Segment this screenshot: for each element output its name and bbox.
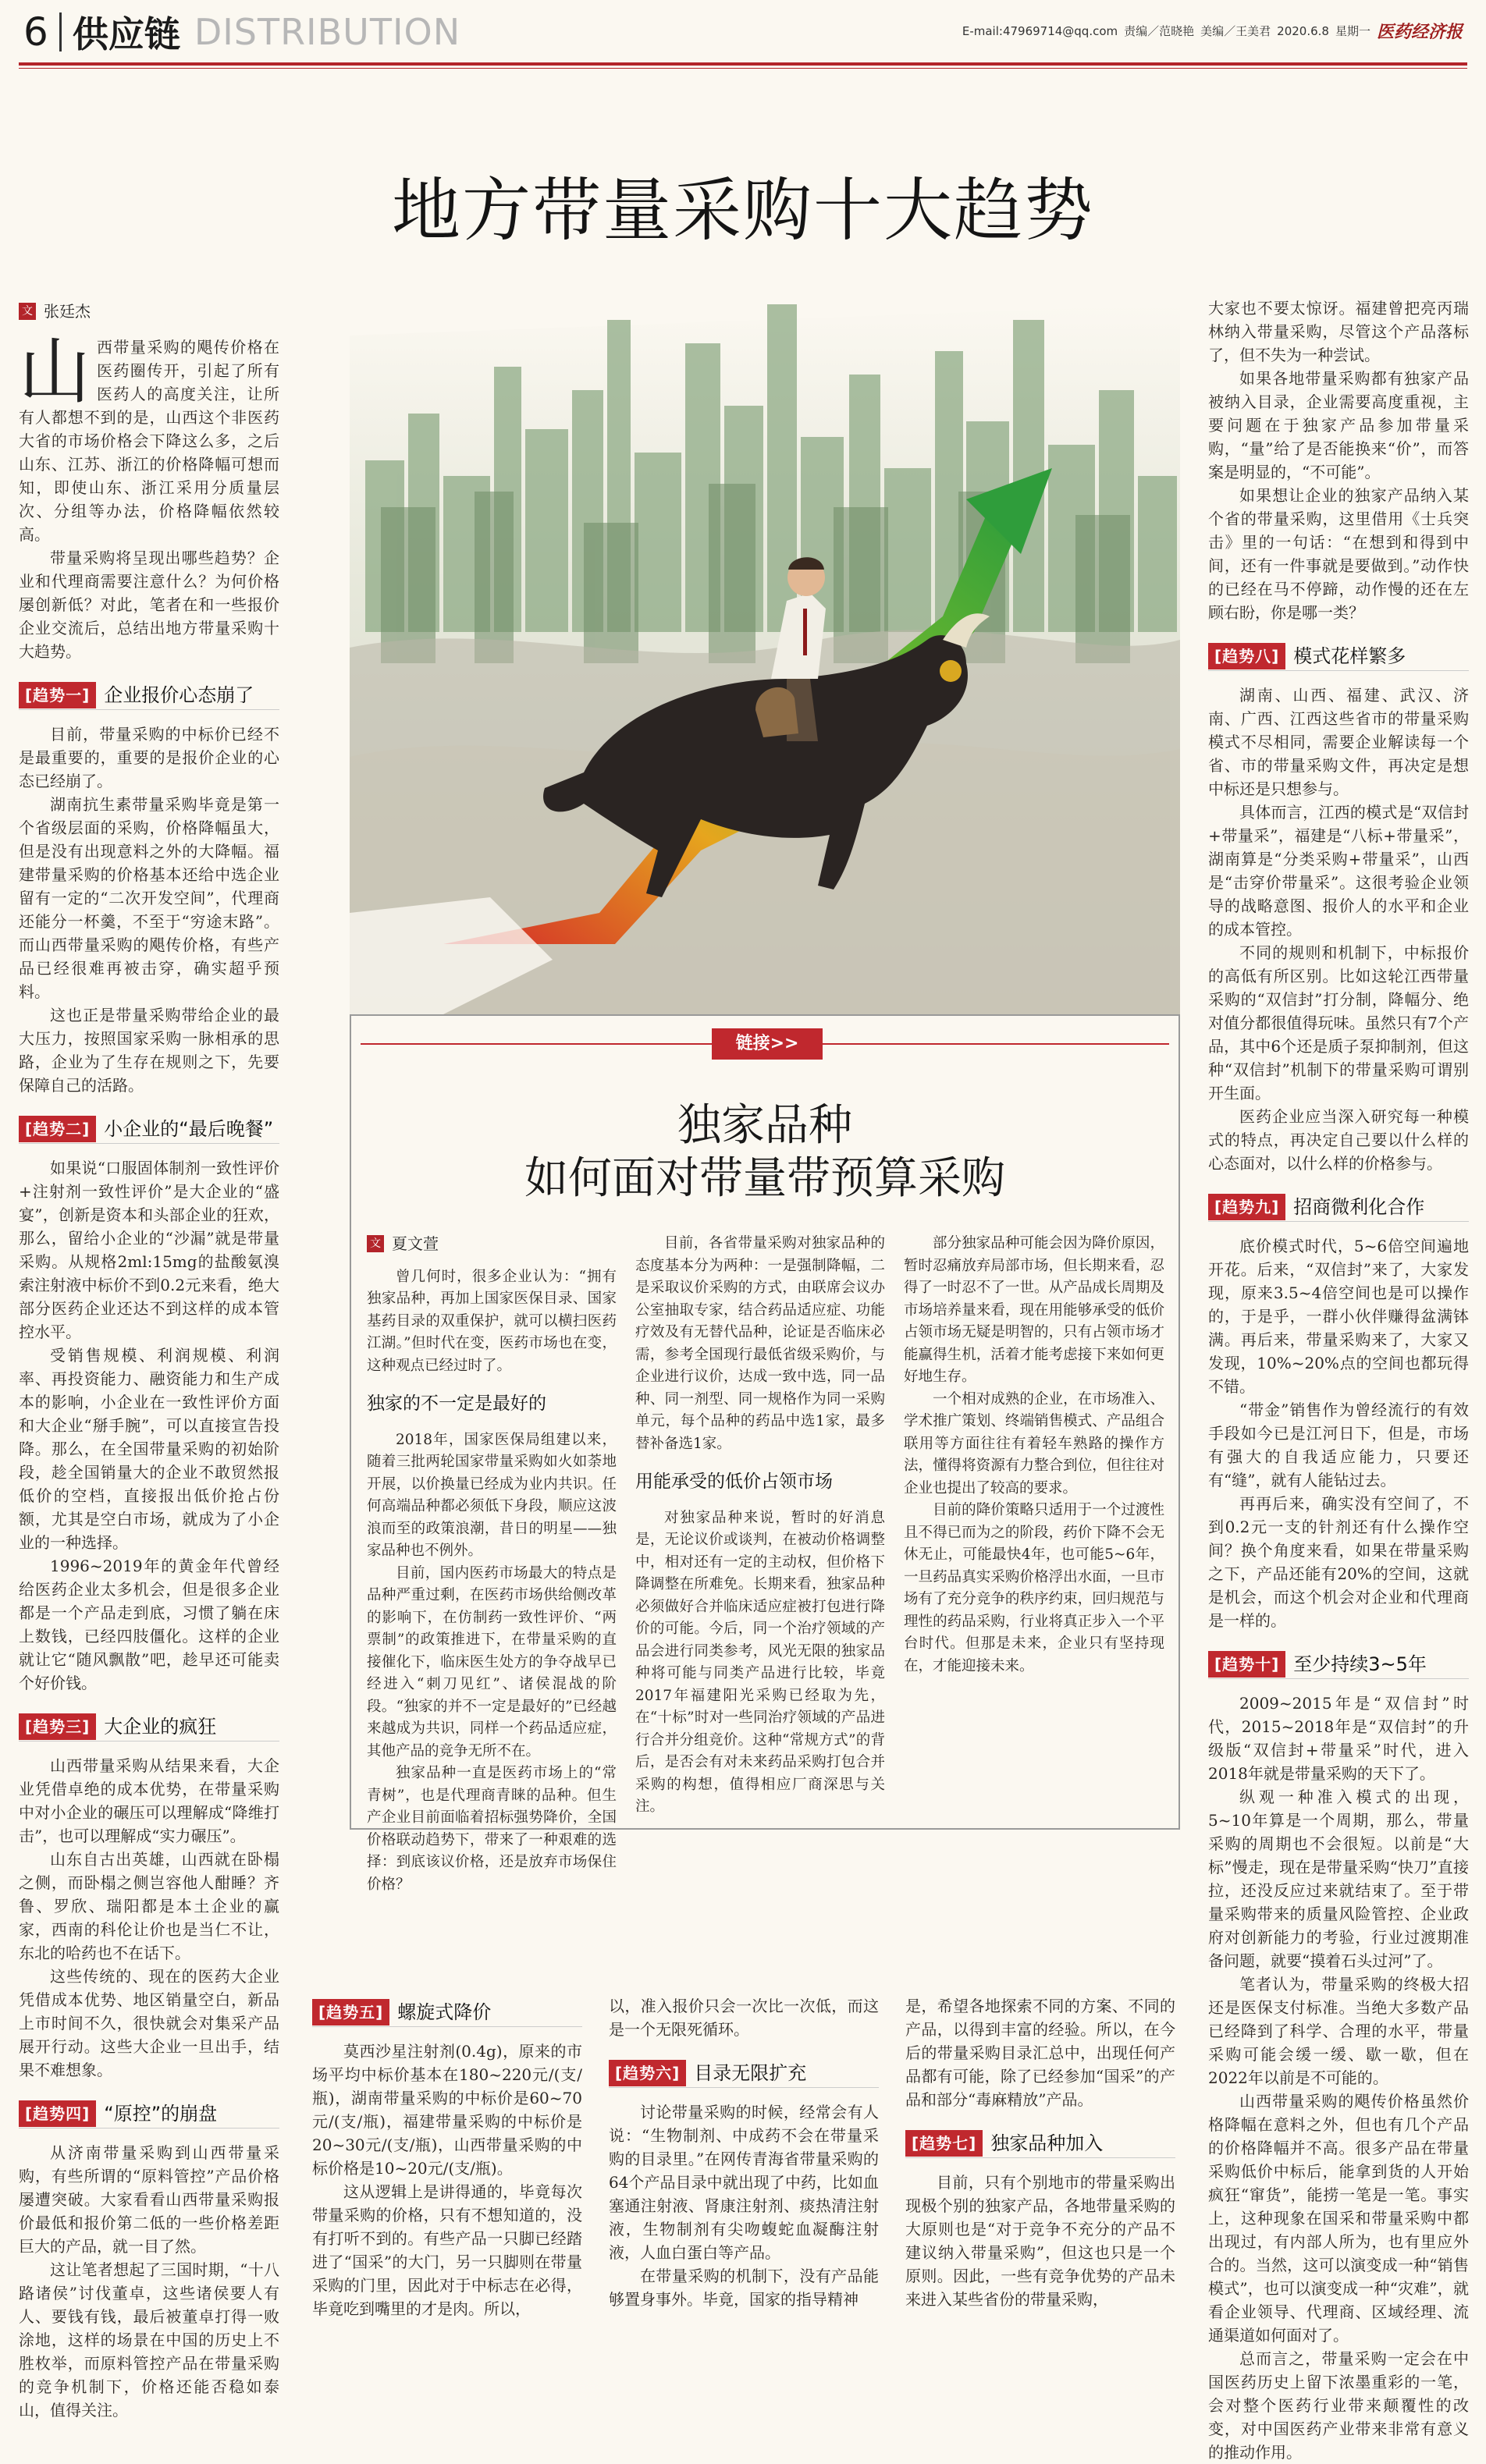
sidebar-paragraph: 部分独家品种可能会因为降价原因，暂时忍痛放弃局部市场，但长期来看，忍得了一时忍不了一世。从产品成长周期及市场培养量来看，现在用能够承受的低价占领市场无疑是明智的，只有占领市场才能赢得生机，活着才能考虑接下来如何更好地生存。 [904, 1235, 1164, 1385]
header-rule [19, 62, 1467, 66]
sidebar-paragraph: 对独家品种来说，暂时的好消息是，无论议价或谈判，在被动价格调整中，相对还有一定的主动权，但价格下降调整在所难免。长期来看，独家品种必须做好合并临床适应症被打包进行降价的可能。今后，同一个治疗领域的产品会进行同类参考，风光无限的独家品种将可能与同类产品进行比较，毕竟2017年福建阳光采购已经取为先，在“十标”时对一些同治疗领域的产品进行合并分组竞价。这种“常规方式”的背后，是否会有对未来药品采购打包合并采购的构想，值得相应厂商深思与关注。 [635, 1509, 885, 1815]
sidebar-title-line1: 独家品种 [677, 1100, 852, 1151]
trend4-tag: [趋势四] [19, 2100, 96, 2127]
trend5-paragraph: 这从逻辑上是讲得通的，毕竟每次带量采购的价格，只有不想知道的，没有打听不到的。有些产品一只脚已经踏进了“国采”的大门，另一只脚则在带量采购的门里，因此对于中标志在必得，毕竟吃到嘴里的才是肉。所以， [312, 2182, 582, 2318]
dropcap: 山 [19, 330, 91, 414]
editor-email: E-mail:47969714@qq.com [962, 23, 1118, 38]
trend4-paragraph: 这让笔者想起了三国时期，“十八路诸侯”讨伐董卓，这些诸侯要人有人、要钱有钱，最后被董卓打得一败涂地，这样的场景在中国的历史上不胜枚举，而原料管控产品在带量采购的竞争机制下，价格还能否稳如泰山，值得关注。 [19, 2260, 279, 2420]
trend7-tag: [趋势七] [905, 2130, 983, 2157]
trend2-paragraph: 1996~2019年的黄金年代曾经给医药企业太多机会，但是很多企业都是一个产品走到底，习惯了躺在床上数钱，已经四肢僵化。这样的企业就让它“随风飘散”吧，趁早还可能卖个好价钱。 [19, 1557, 279, 1692]
trend10-paragraph: 2009~2015年是“双信封”时代，2015~2018年是“双信封”的升级版“双信封+带量采”时代，进入2018年就是带量采购的天下了。 [1208, 1694, 1469, 1783]
page-number: 6 [23, 9, 48, 55]
trend10-paragraph: 山西带量采购的飓传价格虽然价格降幅在意料之外，但也有几个产品的价格降幅并不高。很多产品在带量采购低价中标后，能拿到货的人开始疯狂“窜货”，能捞一笔是一笔。事实上，这种现象在国采和带量采购中都出现过，有内部人所为，也有里应外合的。当然，这可以演变成一种“销售模式”，也可以演变成一种“灾难”，就看企业领导、代理商、区域经理、流通渠道如何面对了。 [1208, 2092, 1469, 2345]
trend8-paragraph: 具体而言，江西的模式是“双信封+带量采”，福建是“八标+带量采”，湖南算是“分类采购+带量采”，山西是“击穿价带量采”。这很考验企业领导的战略意图、报价人的水平和企业的成本管控。 [1208, 803, 1469, 939]
trend6-heading [609, 2058, 879, 2088]
trend3-heading [19, 1712, 279, 1741]
trend2-paragraph: 如果说“口服固体制剂一致性评价+注射剂一致性评价”是大企业的“盛宴”，创新是资本和头部企业的狂欢，那么，留给小企业的“沙漏”就是带量采购。从规格2ml:15mg的盐酸氨溴索注射液中标价不到0.2元来看，绝大部分医药企业还达不到这样的成本管控水平。 [19, 1159, 279, 1341]
trend1-title: 企业报价心态崩了 [104, 683, 254, 706]
trend10-title: 至少持续3~5年 [1293, 1653, 1427, 1675]
section-title: 供应链 [72, 13, 180, 55]
trend5-paragraph: 莫西沙星注射剂(0.4g)，原来的市场平均中标价基本在180~220元/(支/瓶)，湖南带量采购的中标价是60~70元/(支/瓶)，福建带量采购的中标价是20~30元/(支/瓶)，山西带量采购的中标价格是10~20元/(支/瓶)。 [312, 2042, 582, 2178]
trend1-paragraph: 这也正是带量采购带给企业的最大压力，按照国家采购一脉相承的思路，企业为了生存在规则之下，先要保障自己的活路。 [19, 1006, 279, 1095]
sidebar-column-3 [904, 1233, 1164, 1818]
trend6-lead: 以，准入报价只会一次比一次低，而这是一个无限死循环。 [609, 1997, 879, 2039]
trend6-paragraph: 讨论带量采购的时候，经常会有人说：“生物制剂、中成药不会在带量采购的目录里。”在网传青海省带量采购的64个产品目录中就出现了中药，比如血塞通注射液、肾康注射剂、痰热清注射液，生物制剂有尖吻蝮蛇血凝酶注射液，人血白蛋白等产品。 [609, 2103, 879, 2262]
masthead-logo: 医药经济报 [1376, 22, 1463, 42]
trend4-title: “原控”的崩盘 [104, 2102, 218, 2125]
article-column-4 [905, 1994, 1175, 2341]
article-column-3 [609, 1994, 879, 2341]
sidebar-paragraph: 目前，国内医药市场最大的特点是品种严重过剩，在医药市场供给侧改革的影响下，在仿制药一致性评价、“两票制”的政策推进下，在带量采购的直接催化下，临床医生处方的争夺战早已经进入“刺刀见红”、诸侯混战的阶段。“独家的并不一定是最好的”已经越来越成为共识，同样一个药品适应症，其他产品的竞争无所不在。 [367, 1564, 617, 1759]
trend9-heading [1208, 1192, 1469, 1222]
sidebar-paragraph: 目前的降价策略只适用于一个过渡性且不得已而为之的阶段，药价下降不会无休无止，可能最快4年，也可能5~6年，一旦药品真实采购价格浮出水面，一旦市场有了充分竞争的秩序约束，回归规范与理性的药品采购，行业将真正步入一个平台时代。但那是未来，企业只有坚持现在，才能迎接未来。 [904, 1502, 1164, 1674]
trend3-paragraph: 山东自古出英雄，山西就在卧榻之侧，而卧榻之侧岂容他人酣睡？齐鲁、罗欣、瑞阳都是本土企业的赢家，西南的科伦让价也是当仁不让，东北的哈药也不在话下。 [19, 1850, 279, 1962]
sidebar-subheading: 独家的不一定是最好的 [367, 1394, 546, 1414]
sidebar-column-2 [635, 1233, 885, 1818]
sidebar-author: 夏文萱 [392, 1234, 439, 1253]
sidebar-paragraph: 2018年，国家医保局组建以来，随着三批两轮国家带量采购如火如荼地开展，以价换量已经成为业内共识。任何高端品种都必须低下身段，顺应这波浪而至的政策浪潮，昔日的明星——独家品种也不例外。 [367, 1431, 617, 1559]
trend9-tag: [趋势九] [1208, 1194, 1285, 1220]
trend5-heading [312, 1997, 582, 2027]
sidebar-byline-tag: 文 [367, 1235, 384, 1252]
article-intro [19, 330, 279, 546]
sidebar-paragraph: 独家品种一直是医药市场上的“常青树”，也是代理商青睐的品种。但生产企业目前面临着招标强势降价，全国价格联动趋势下，带来了一种艰难的选择：到底该议价格，还是放弃市场保住价格？ [367, 1765, 617, 1893]
trend7-title: 独家品种加入 [990, 2132, 1104, 2154]
trend5-tag: [趋势五] [312, 1999, 389, 2026]
sidebar-tag: 链接>> [712, 1028, 823, 1060]
trend5-title: 螺旋式降价 [397, 2001, 492, 2023]
sidebar-paragraph: 一个相对成熟的企业，在市场准入、学术推广策划、终端销售模式、产品组合联用等方面往往有着轻车熟路的操作方法，懂得将资源有力整合到位，但往往对企业也提出了较高的要求。 [904, 1390, 1164, 1497]
article-column-5 [1208, 296, 1469, 2462]
trend8-title: 模式花样繁多 [1293, 644, 1406, 667]
trend1-paragraph: 目前，带量采购的中标价已经不是最重要的，重要的是报价企业的心态已经崩了。 [19, 725, 279, 790]
trend10-tag: [趋势十] [1208, 1651, 1285, 1678]
trend3-paragraph: 山西带量采购从结果来看，大企业凭借卓绝的成本优势，在带量采购中对小企业的碾压可以理解成“降维打击”，也可以理解成“实力碾压”。 [19, 1756, 279, 1845]
sidebar-paragraph: 曾几何时，很多企业认为：“拥有独家品种，再加上国家医保目录、国家基药目录的双重保护，就可以横扫医药江湖。”但时代在变，医药市场也在变，这种观点已经过时了。 [367, 1268, 617, 1374]
page-header-left [23, 6, 460, 58]
editor-credit: 责编／范晓艳 [1124, 24, 1195, 38]
issue-date: 2020.6.8 [1277, 23, 1329, 38]
right-paragraph: 如果各地带量采购都有独家产品被纳入目录，企业需要高度重视，主要问题在于独家产品参加带量采购，“量”给了是否能换来“价”，而答案是明显的，“不可能”。 [1208, 369, 1469, 481]
trend8-paragraph: 湖南、山西、福建、武汉、济南、广西、江西这些省市的带量采购模式不尽相同，需要企业解读每一个省、市的带量采购文件，再决定是想中标还是只想参与。 [1208, 686, 1469, 798]
trend8-paragraph: 医药企业应当深入研究每一种模式的特点，再决定自己要以什么样的心态面对，以什么样的价格参与。 [1208, 1107, 1469, 1173]
article-column-1 [19, 300, 279, 2420]
trend4-heading [19, 2099, 279, 2128]
trend6-paragraph: 在带量采购的机制下，没有产品能够置身事外。毕竟，国家的指导精神 [609, 2267, 879, 2309]
intro-paragraph: 西带量采购的飓传价格在医药圈传开，引起了所有医药人的高度关注，让所有人都想不到的是，山西这个非医药大省的市场价格会下降这么多，之后山东、江苏、浙江的价格降幅可想而知，即使山东、浙江采用分质量层次、分组等办法，价格降幅依然较高。 [19, 338, 279, 544]
byline-tag: 文 [19, 303, 36, 320]
trend1-tag: [趋势一] [19, 682, 96, 708]
trend6-tag: [趋势六] [609, 2060, 686, 2086]
trend1-heading [19, 680, 279, 710]
trend8-paragraph: 不同的规则和机制下，中标报价的高低有所区别。比如这轮江西带量采购的“双信封”打分制，降幅分、绝对值分都很值得玩味。虽然只有7个产品，其中6个还是质子泵抑制剂，但这种“双信封”机制下的带量采购可谓别开生面。 [1208, 943, 1469, 1102]
trend3-tag: [趋势三] [19, 1713, 96, 1740]
article-byline [19, 300, 279, 323]
trend10-paragraph: 笔者认为，带量采购的终极大招还是医保支付标准。当绝大多数产品已经降到了科学、合理的水平，带量采购可能会缓一缓、歇一歇，但在2022年以前是不可能的。 [1208, 1975, 1469, 2087]
trend8-tag: [趋势八] [1208, 643, 1285, 669]
trend2-title: 小企业的“最后晚餐” [104, 1117, 274, 1140]
sidebar-subheading: 用能承受的低价占领市场 [635, 1472, 833, 1492]
trend10-heading [1208, 1649, 1469, 1679]
trend8-heading [1208, 641, 1469, 671]
trend3-paragraph: 这些传统的、现在的医药大企业凭借成本优势、地区销量空白，新品上市时间不久，很快就会对集采产品展开行动。这些大企业一旦出手，结果不难想象。 [19, 1967, 279, 2079]
trend10-paragraph: 纵观一种准入模式的出现，5~10年算是一个周期，那么，带量采购的周期也不会很短。以前是“大标”慢走，现在是带量采购“快刀”直接拉，还没反应过来就结束了。至于带量采购带来的质量风险管控、企业政府对创新能力的考验，行业过渡期准备问题，就要“摸着石头过河”了。 [1208, 1788, 1469, 1970]
illustration [350, 273, 1180, 1014]
trend9-paragraph: 底价模式时代，5~6倍空间遍地开花。后来，“双信封”来了，大家发现，原来3.5~4倍空间也是可以操作的，于是乎，一群小伙伴赚得盆满钵满。再后来，带量采购来了，大家又发现，10%~20%点的空间也都玩得不错。 [1208, 1237, 1469, 1396]
trend1-paragraph: 湖南抗生素带量采购毕竟是第一个省级层面的采购，价格降幅虽大，但是没有出现意料之外的大降幅。福建带量采购的价格基本还给中选企业留有一定的“二次开发空间”，代理商还能分一杯羹，不至于“穷途末路”。而山西带量采购的飓传价格，有些产品已经很难再被击穿，确实超乎预料。 [19, 795, 279, 1001]
trend6-title: 目录无限扩充 [694, 2061, 807, 2084]
designer-credit: 美编／王美君 [1200, 24, 1271, 38]
intro-paragraph-2: 带量采购将呈现出哪些趋势？企业和代理商需要注意什么？为何价格屡创新低？对此，笔者在和一些报价企业交流后，总结出地方带量采购十大趋势。 [19, 549, 279, 661]
sidebar-column-1 [367, 1233, 617, 1893]
right-paragraph: 如果想让企业的独家产品纳入某个省的带量采购，这里借用《士兵突击》里的一句话：“在想到和得到中间，还有一件事就是要做到。”动作快的已经在马不停蹄，动作慢的还在左顾右盼，你是哪一类？ [1208, 486, 1469, 622]
article-title: 地方带量采购十大趋势 [391, 170, 1094, 250]
section-title-en: DISTRIBUTION [194, 11, 461, 53]
trend7-heading [905, 2128, 1175, 2158]
trend2-tag: [趋势二] [19, 1116, 96, 1142]
header-divider [59, 12, 62, 51]
trend2-heading [19, 1114, 279, 1144]
page-header-right [956, 19, 1463, 43]
trend2-paragraph: 受销售规模、利润规模、利润率、再投资能力、融资能力和生产成本的影响，小企业在一致性评价方面和大企业“掰手腕”，可以直接宣告投降。那么，在全国带量采购的初始阶段，趁全国销量大的企业不敢贸然报低价的空档，直接报出低价抢占份额，尤其是空白市场，就成为了小企业的一种选择。 [19, 1346, 279, 1552]
sidebar-title-line2: 如何面对带量带预算采购 [524, 1153, 1005, 1204]
sidebar-paragraph: 目前，各省带量采购对独家品种的态度基本分为两种：一是强制降幅，二是采取议价采购的方式，由联席会议办公室抽取专家，结合药品适应症、功能疗效及有无替代品种，论证是否临床必需，参考全国现行最低省级采购价，与企业进行议价，达成一致中选，同一品种、同一剂型、同一规格作为同一采购单元，每个品种的药品中选1家，最多替补备选1家。 [635, 1235, 885, 1452]
trend9-paragraph: “带金”销售作为曾经流行的有效手段如今已是江河日下，但是，市场有强大的自我适应能力，只要还有“缝”，就有人能钻过去。 [1208, 1401, 1469, 1489]
header-rule-thin [19, 68, 1467, 69]
trend9-paragraph: 再再后来，确实没有空间了，不到0.2元一支的针剂还有什么操作空间？换个角度来看，如果在带量采购之下，产品还能有20%的空间，这就是机会，而这个机会对企业和代理商是一样的。 [1208, 1494, 1469, 1630]
sidebar-byline [367, 1233, 617, 1255]
article-author: 张廷杰 [44, 302, 91, 321]
trend9-title: 招商微利化合作 [1293, 1195, 1425, 1218]
trend10-paragraph: 总而言之，带量采购一定会在中国医药历史上留下浓墨重彩的一笔，会对整个医药行业带来颠覆性的改变，对中国医药产业带来非常有意义的推动作用。 [1208, 2349, 1469, 2462]
article-column-2 [312, 1997, 582, 2341]
trend3-title: 大企业的疯狂 [104, 1715, 217, 1738]
trend4-paragraph: 从济南带量采购到山西带量采购，有些所谓的“原料管控”产品价格屡遭突破。大家看看山西带量采购报价最低和报价第二低的一些价格差距巨大的产品，就一目了然。 [19, 2143, 279, 2256]
trend7-lead: 是，希望各地探索不同的方案、不同的产品，以得到丰富的经验。所以，在今后的带量采购目录汇总中，出现任何产品都有可能，除了已经参加“国采”的产品和部分“毒麻精放”产品。 [905, 1997, 1175, 2109]
issue-weekday: 星期一 [1335, 24, 1370, 38]
right-paragraph: 大家也不要太惊讶。福建曾把亮丙瑞林纳入带量采购，尽管这个产品落标了，但不失为一种尝试。 [1208, 299, 1469, 364]
trend7-paragraph: 目前，只有个别地市的带量采购出现极个别的独家产品，各地带量采购的大原则也是“对于竞争不充分的产品不建议纳入带量采购”，但这也只是一个原则。因此，一些有竞争优势的产品未来进入某些省份的带量采购， [905, 2173, 1175, 2309]
